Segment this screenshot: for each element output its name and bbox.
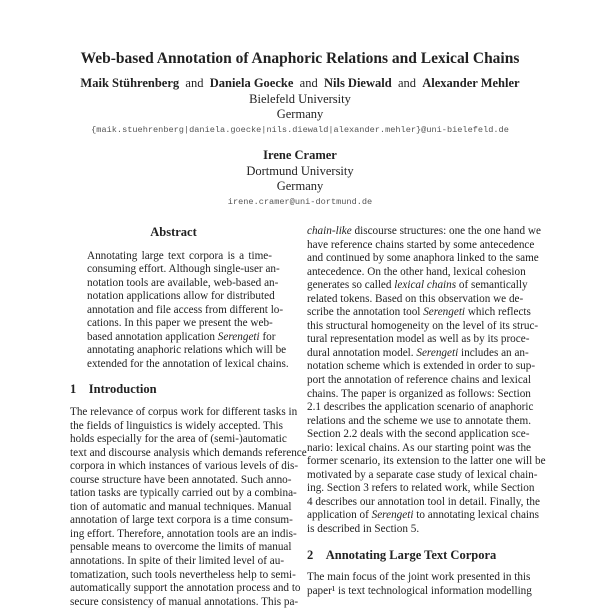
intro-continued (307, 225, 546, 537)
section-heading: 2 Annotating Large Text Corpora (307, 547, 497, 562)
text-line: the fields of linguistics is widely accepted. This (70, 419, 283, 432)
paper-title: Web-based Annotation of Anaphoric Relations and Lexical Chains (80, 50, 520, 67)
author-emails: {maik.stuehrenberg|daniela.goecke|nils.diewald|alexander.mehler}@uni-bielefeld.de (91, 125, 509, 135)
affiliation-university: Dortmund University (246, 164, 354, 178)
text-line: generates so called lexical chains of semantically (307, 279, 528, 292)
text-line: tural representation model as well as by its proce- (307, 333, 530, 346)
abstract-body (87, 249, 289, 372)
text-line: dural annotation model. Serengeti includes an an- (307, 346, 529, 359)
intro-body (70, 406, 307, 609)
text-line: Annotating large text corpora is a time- (87, 249, 272, 262)
text-line: 2.1 describes the application scenario of anaphoric (307, 401, 534, 414)
text-line: ing effort. Therefore, annotation tools are an indis- (70, 527, 297, 540)
text-line: consuming effort. Although single-user an- (87, 263, 280, 276)
text-line: notation scheme which is extended in order to sup- (307, 360, 536, 373)
affiliation-university: Bielefeld University (249, 92, 351, 106)
author (0, 148, 600, 163)
text-line: 4 describes our annotation tool in detail. Finally, the (307, 495, 540, 508)
text-line: course structure have been annotated. Such anno- (70, 473, 292, 486)
text-line: secure consistency of manual annotations. This pa- (70, 595, 299, 608)
text-line: holds especially for the area of (semi-)automatic (70, 433, 287, 446)
author-list (0, 76, 600, 91)
author: Daniela Goecke (209, 76, 294, 90)
text-line: scribe the annotation tool Serengeti which reflects (307, 306, 531, 319)
text-line: annotations. In spite of their limited level of au- (70, 555, 285, 568)
text-line: text and discourse analysis which demands reference (70, 446, 307, 459)
author: Nils Diewald (323, 76, 392, 90)
author: Maik Stührenberg (80, 76, 180, 90)
text-line: automatically support the annotation process and to (70, 582, 301, 595)
text-line: Section 2.2 deals with the second application sce- (307, 428, 530, 441)
text-line: tion of automatic and manual techniques. Manual (70, 500, 292, 513)
text-line: chain-like discourse structures: one the one hand we (307, 225, 541, 237)
text-line: antecedence. On the other hand, lexical cohesion (307, 265, 526, 278)
text-line: annotation and file access from different lo- (87, 303, 284, 316)
affiliation-country: Germany (276, 107, 324, 121)
text-line: port the annotation of reference chains and lexical (307, 374, 531, 387)
and-text: and (299, 76, 318, 90)
text-line: ing. Section 3 refers to related work, while Section (307, 482, 535, 495)
text-line: cations. In this paper we present the web- (87, 317, 273, 330)
text-line: and continued by some anaphora linked to the same (307, 252, 539, 265)
and-text: and (397, 76, 416, 90)
author: Alexander Mehler (422, 76, 520, 90)
author-email: irene.cramer@uni-dortmund.de (227, 197, 373, 207)
text-line: relations and the scheme we use to annotate them. (307, 414, 531, 427)
left-column (70, 225, 307, 609)
text-line: pensable means to overcome the limits of manual (70, 541, 292, 554)
text-line: chains. The paper is organized as follows: Section (307, 387, 531, 400)
text-line: application of Serengeti to annotating lexical chains (307, 509, 539, 522)
text-line: related tokens. Based on this observation we de- (307, 292, 524, 305)
text-line: The relevance of corpus work for different tasks in (70, 406, 298, 419)
text-line: former scenario, its extension to the latter one will be (307, 455, 546, 468)
and-text: and (185, 76, 204, 90)
text-line: motivated by a separate case study of lexical chain- (307, 468, 538, 481)
right-column (307, 225, 546, 598)
text-line: notation applications allow for distributed (87, 290, 275, 303)
text-line: paper¹ is text technological information modelling (307, 584, 532, 597)
text-line: tomatization, such tools nevertheless help to semi- (70, 568, 296, 581)
text-line: annotating anaphoric relations which will be (87, 344, 287, 357)
text-line: The main focus of the joint work presented in this (307, 571, 531, 584)
text-line: extended for the annotation of lexical chains. (87, 357, 289, 370)
text-line: based annotation application Serengeti for (87, 330, 276, 343)
section-heading: 1 Introduction (70, 382, 157, 397)
section2-body (307, 571, 532, 598)
text-line: tation tasks are typically carried out by a combina- (70, 487, 297, 500)
text-line: have reference chains started by some antecedence (307, 238, 535, 251)
text-line: nario: lexical chains. As our starting point was the (307, 441, 532, 454)
text-line: corpora in which instances of various levels of dis- (70, 460, 299, 473)
text-line: annotation of large text corpora is a time consum- (70, 514, 293, 527)
text-line: notation tools are available, web-based an- (87, 276, 279, 289)
text-line: this structural homogeneity on the level of its struc- (307, 319, 539, 332)
abstract-heading: Abstract (150, 225, 197, 239)
text-line: is described in Section 5. (307, 523, 420, 536)
affiliation-country: Germany (276, 179, 324, 193)
author-name: Irene Cramer (263, 148, 337, 162)
